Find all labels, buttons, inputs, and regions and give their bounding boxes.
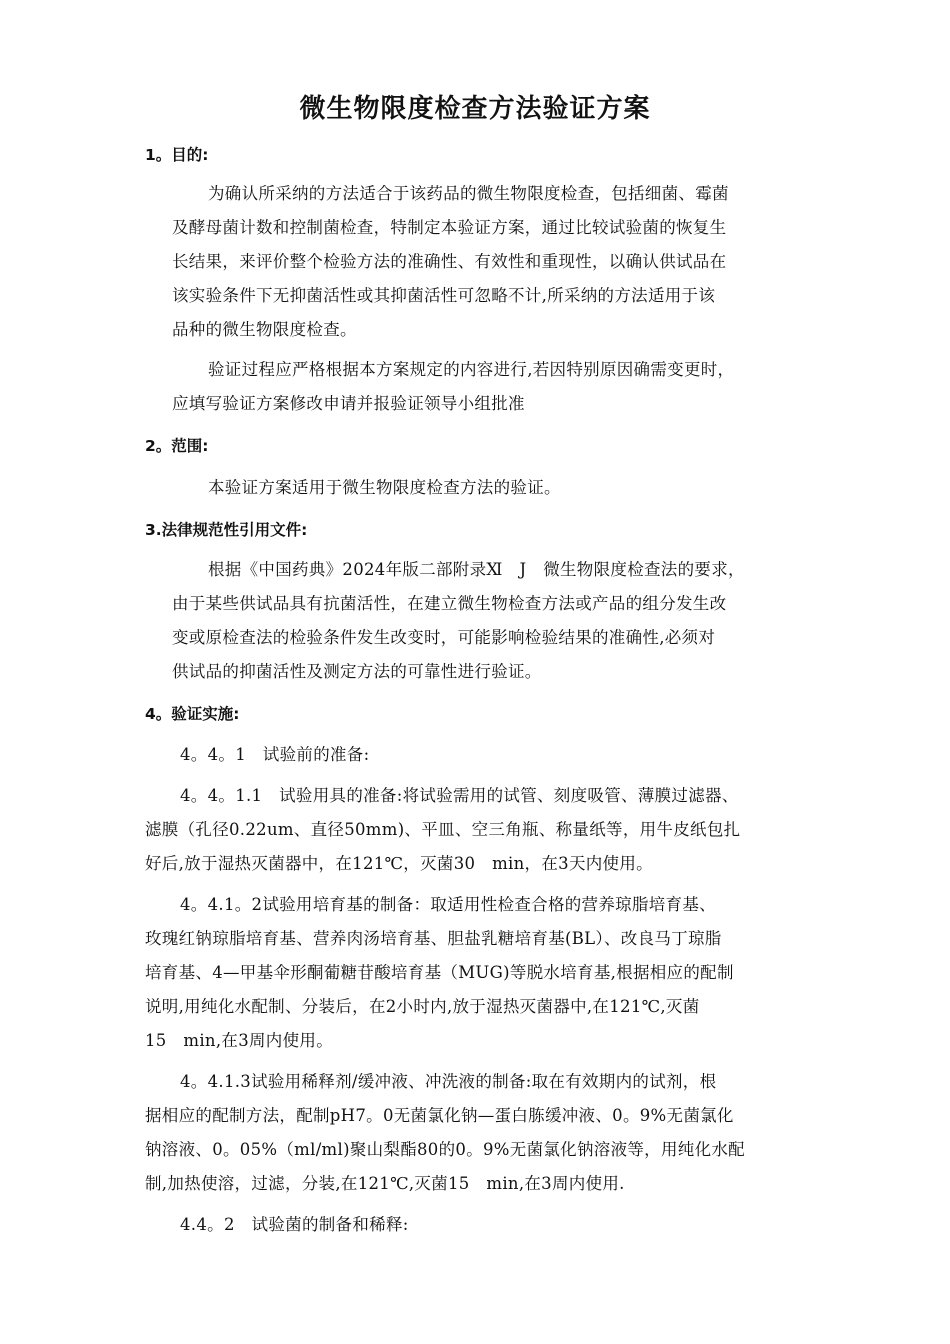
s3-p1-line-4: 供试品的抑菌活性及测定方法的可靠性进行验证。 [172,662,542,681]
item-4-4-1-2-line-3: 培育基、4—甲基伞形酮葡糖苷酸培育基（MUG)等脱水培育基,根据相应的配制 [145,963,734,982]
s1-p1-line-4: 该实验条件下无抑菌活性或其抑菌活性可忽略不计,所采纳的方法适用于该 [172,286,716,305]
s3-p1-line-2: 由于某些供试品具有抗菌活性，在建立微生物检查方法或产品的组分发生改 [172,594,727,613]
s1-p1-line-5: 品种的微生物限度检查。 [172,320,357,339]
item-4-4-1-1-line-2: 滤膜（孔径0.22um、直径50mm)、平皿、空三角瓶、称量纸等，用牛皮纸包扎 [145,820,741,839]
item-4-4-2: 4.4。2 试验菌的制备和稀释: [180,1215,409,1234]
s1-p2-line-1: 验证过程应严格根据本方案规定的内容进行,若因特别原因确需变更时， [208,360,735,379]
item-4-4-1-3-line-2: 据相应的配制方法，配制pH7。0无菌氯化钠—蛋白胨缓冲液、0。9%无菌氯化 [145,1106,734,1125]
s3-p1-line-3: 变或原检查法的检验条件发生改变时，可能影响检验结果的准确性,必须对 [172,628,716,647]
section-4-heading: 4。验证实施: [145,705,240,723]
s1-p1-line-3: 长结果，来评价整个检验方法的准确性、有效性和重现性，以确认供试品在 [172,252,727,271]
item-4-4-1-2-line-4: 说明,用纯化水配制、分装后，在2小时内,放于湿热灭菌器中,在121℃,灭菌 [145,997,700,1016]
item-4-4-1-3-line-4: 制,加热使溶，过滤，分装,在121℃,灭菌15 min,在3周内使用. [145,1174,625,1193]
s3-p1-line-1: 根据《中国药典》2024年版二部附录Ⅺ J 微生物限度检查法的要求， [208,560,745,579]
item-4-4-1-2-line-2: 玫瑰红钠琼脂培育基、营养肉汤培育基、胆盐乳糖培育基(BL）、改良马丁琼脂 [145,929,722,948]
section-1-heading: 1。目的: [145,146,209,164]
item-4-4-1-2-line-5: 15 min,在3周内使用。 [145,1031,333,1050]
item-4-4-1-1-line-3: 好后,放于湿热灭菌器中，在121℃，灭菌30 min，在3天内使用。 [145,854,653,873]
section-3-heading: 3.法律规范性引用文件: [145,521,308,539]
section-2-heading: 2。范围: [145,437,209,455]
document-title: 微生物限度检查方法验证方案 [299,94,651,124]
s2-p1-line-1: 本验证方案适用于微生物限度检查方法的验证。 [208,478,561,497]
item-4-4-1-1-line-1: 4。4。1.1 试验用具的准备:将试验需用的试管、刻度吸管、薄膜过滤器、 [180,786,739,805]
s1-p1-line-2: 及酵母菌计数和控制菌检查，特制定本验证方案，通过比较试验菌的恢复生 [172,218,727,237]
s1-p2-line-2: 应填写验证方案修改申请并报验证领导小组批准 [172,394,525,413]
item-4-4-1-3-line-1: 4。4.1.3试验用稀释剂/缓冲液、冲洗液的制备:取在有效期内的试剂，根 [180,1072,717,1091]
s1-p1-line-1: 为确认所采纳的方法适合于该药品的微生物限度检查，包括细菌、霉菌 [208,184,729,203]
item-4-4-1: 4。4。1 试验前的准备: [180,745,370,764]
item-4-4-1-3-line-3: 钠溶液、0。05%（ml/ml)聚山梨酯80的0。9%无菌氯化钠溶液等，用纯化水配 [145,1140,745,1159]
item-4-4-1-2-line-1: 4。4.1。2试验用培育基的制备：取适用性检查合格的营养琼脂培育基、 [180,895,716,914]
